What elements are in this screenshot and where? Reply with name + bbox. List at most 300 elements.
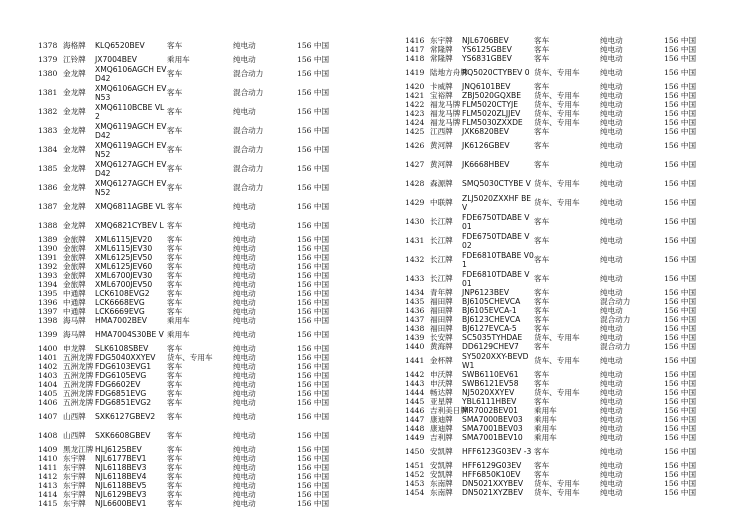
model-cell: BJ6127EVCA-5 [462, 324, 517, 333]
table-row [38, 353, 378, 362]
brand-cell: 福龙马牌 [430, 118, 461, 127]
table-row [38, 64, 378, 83]
vehicle-type-cell: 乘用车 [534, 424, 557, 433]
model-cell: YBL6111HBEV [462, 397, 517, 406]
row-number: 1452 [405, 470, 425, 479]
model-cell: HLJ6125BEV [95, 445, 142, 454]
table-row [405, 82, 745, 91]
table-row [38, 316, 378, 325]
brand-cell: 陆地方舟牌 [430, 68, 468, 77]
row-number: 1404 [38, 380, 58, 389]
power-type-cell: 纯电动 [600, 324, 623, 333]
table-row [405, 306, 745, 315]
power-type-cell: 纯电动 [600, 356, 623, 365]
brand-cell: 金龙牌 [63, 88, 86, 97]
country-cell: 156 中国 [297, 389, 330, 398]
brand-cell: 金旅牌 [63, 271, 86, 280]
brand-cell: 五洲龙牌 [63, 389, 94, 398]
brand-cell: 金龙牌 [63, 107, 86, 116]
row-number: 1451 [405, 461, 425, 470]
row-number: 1381 [38, 88, 58, 97]
power-type-cell: 纯电动 [233, 202, 256, 211]
row-number: 1423 [405, 109, 425, 118]
brand-cell: 吉利美日牌 [430, 406, 468, 415]
country-cell: 156 中国 [664, 36, 697, 45]
row-number: 1424 [405, 118, 425, 127]
power-type-cell: 纯电动 [600, 415, 623, 424]
row-number: 1387 [38, 202, 58, 211]
model-cell: BJ6105CHEVCA [462, 297, 521, 306]
vehicle-type-cell: 客车 [167, 69, 183, 78]
country-cell: 156 中国 [297, 202, 330, 211]
country-cell: 156 中国 [297, 183, 330, 192]
country-cell: 156 中国 [297, 55, 330, 64]
row-number: 1448 [405, 424, 425, 433]
table-row [405, 424, 745, 433]
vehicle-type-cell: 客车 [167, 463, 183, 472]
table-row [38, 426, 378, 445]
row-number: 1398 [38, 316, 58, 325]
power-type-cell: 纯电动 [233, 431, 256, 440]
brand-cell: 安凯牌 [430, 470, 453, 479]
table-row [405, 231, 745, 250]
brand-cell: 康迪牌 [430, 424, 453, 433]
brand-cell: 畅达牌 [430, 388, 453, 397]
country-cell: 156 中国 [297, 454, 330, 463]
brand-cell: 东宇牌 [63, 454, 86, 463]
table-row [405, 54, 745, 63]
table-row [38, 140, 378, 159]
vehicle-type-cell: 客车 [167, 107, 183, 116]
table-row [38, 454, 378, 463]
country-cell: 156 中国 [664, 179, 697, 188]
power-type-cell: 纯电动 [233, 253, 256, 262]
table-row [405, 315, 745, 324]
vehicle-type-cell: 客车 [167, 490, 183, 499]
power-type-cell: 纯电动 [600, 255, 623, 264]
model-cell: NJL6600BEV1 [95, 499, 147, 508]
table-row [405, 488, 745, 497]
brand-cell: 申龙牌 [63, 344, 86, 353]
power-type-cell: 混合动力 [233, 88, 264, 97]
table-row [405, 470, 745, 479]
brand-cell: 金旅牌 [63, 262, 86, 271]
brand-cell: 安凯牌 [430, 447, 453, 456]
model-cell: XMQ6106AGCH EVD42 [95, 64, 167, 83]
row-number: 1406 [38, 398, 58, 407]
brand-cell: 福田牌 [430, 297, 453, 306]
power-type-cell: 纯电动 [600, 217, 623, 226]
country-cell: 156 中国 [664, 236, 697, 245]
brand-cell: 金龙牌 [63, 126, 86, 135]
table-row [405, 63, 745, 82]
brand-cell: 金旅牌 [63, 235, 86, 244]
brand-cell: 常隆牌 [430, 45, 453, 54]
power-type-cell: 纯电动 [600, 100, 623, 109]
row-number: 1454 [405, 488, 425, 497]
brand-cell: 金龙牌 [63, 69, 86, 78]
model-cell: HMA7002BEV [95, 316, 147, 325]
model-cell: KLQ6520BEV [95, 41, 145, 50]
power-type-cell: 混合动力 [600, 297, 631, 306]
brand-cell: 申沃牌 [430, 370, 453, 379]
model-cell: XMQ6110BCBE VL2 [95, 102, 165, 121]
row-number: 1431 [405, 236, 425, 245]
brand-cell: 吉利牌 [430, 433, 453, 442]
brand-cell: 长安牌 [430, 333, 453, 342]
row-number: 1430 [405, 217, 425, 226]
model-cell: FDG5040XXYEV [95, 353, 156, 362]
model-cell: ZLJ5020ZXXHF BEV [462, 193, 532, 212]
table-row [38, 481, 378, 490]
vehicle-type-cell: 客车 [534, 274, 550, 283]
vehicle-type-cell: 货车、专用车 [534, 198, 580, 207]
row-number: 1402 [38, 362, 58, 371]
model-cell: SWB6110EV61 [462, 370, 519, 379]
brand-cell: 青年牌 [430, 288, 453, 297]
vehicle-type-cell: 客车 [167, 235, 183, 244]
power-type-cell: 纯电动 [233, 371, 256, 380]
country-cell: 156 中国 [297, 107, 330, 116]
model-cell: HFF6129G03EV [462, 461, 522, 470]
vehicle-type-cell: 货车、专用车 [534, 488, 580, 497]
model-cell: XML6700JEV50 [95, 280, 153, 289]
brand-cell: 康迪牌 [430, 415, 453, 424]
country-cell: 156 中国 [664, 333, 697, 342]
vehicle-type-cell: 乘用车 [534, 415, 557, 424]
table-row [38, 262, 378, 271]
power-type-cell: 纯电动 [233, 271, 256, 280]
row-number: 1444 [405, 388, 425, 397]
brand-cell: 东宇牌 [63, 481, 86, 490]
model-cell: YS6831GBEV [462, 54, 512, 63]
vehicle-type-cell: 客车 [534, 54, 550, 63]
power-type-cell: 纯电动 [233, 298, 256, 307]
model-cell: SC5035TYHDAE [462, 333, 523, 342]
model-cell: XML6115JEV30 [95, 244, 153, 253]
model-cell: FDG6602EV [95, 380, 141, 389]
model-cell: XML6115JEV20 [95, 235, 153, 244]
power-type-cell: 纯电动 [233, 244, 256, 253]
vehicle-type-cell: 客车 [534, 236, 550, 245]
model-cell: FDE6750TDABE V02 [462, 231, 530, 250]
brand-cell: 长江牌 [430, 255, 453, 264]
row-number: 1436 [405, 306, 425, 315]
vehicle-type-cell: 客车 [167, 88, 183, 97]
country-cell: 156 中国 [297, 472, 330, 481]
vehicle-type-cell: 客车 [534, 470, 550, 479]
row-number: 1411 [38, 463, 58, 472]
row-number: 1394 [38, 280, 58, 289]
country-cell: 156 中国 [297, 445, 330, 454]
brand-cell: 金杯牌 [430, 356, 453, 365]
vehicle-type-cell: 客车 [534, 288, 550, 297]
table-row [38, 216, 378, 235]
brand-cell: 金龙牌 [63, 221, 86, 230]
country-cell: 156 中国 [664, 198, 697, 207]
vehicle-type-cell: 客车 [534, 370, 550, 379]
vehicle-type-cell: 客车 [534, 461, 550, 470]
table-row [405, 100, 745, 109]
row-number: 1425 [405, 127, 425, 136]
row-number: 1417 [405, 45, 425, 54]
table-row [38, 36, 378, 55]
table-row [38, 83, 378, 102]
table-row [38, 398, 378, 407]
country-cell: 156 中国 [297, 253, 330, 262]
country-cell: 156 中国 [297, 88, 330, 97]
table-row [38, 253, 378, 262]
table-row [405, 351, 745, 370]
model-cell: FDE6810TBABE V01 [462, 250, 534, 269]
brand-cell: 常隆牌 [430, 54, 453, 63]
country-cell: 156 中国 [297, 262, 330, 271]
vehicle-type-cell: 客车 [534, 342, 550, 351]
brand-cell: 中通牌 [63, 307, 86, 316]
power-type-cell: 纯电动 [233, 307, 256, 316]
country-cell: 156 中国 [297, 353, 330, 362]
brand-cell: 东宇牌 [63, 490, 86, 499]
vehicle-type-cell: 客车 [534, 217, 550, 226]
country-cell: 156 中国 [297, 481, 330, 490]
country-cell: 156 中国 [297, 69, 330, 78]
row-number: 1382 [38, 107, 58, 116]
country-cell: 156 中国 [664, 45, 697, 54]
power-type-cell: 纯电动 [600, 274, 623, 283]
row-number: 1401 [38, 353, 58, 362]
power-type-cell: 纯电动 [600, 118, 623, 127]
power-type-cell: 纯电动 [233, 472, 256, 481]
model-cell: FDG6851EVG2 [95, 398, 152, 407]
vehicle-type-cell: 乘用车 [534, 406, 557, 415]
country-cell: 156 中国 [664, 160, 697, 169]
power-type-cell: 纯电动 [600, 198, 623, 207]
power-type-cell: 纯电动 [600, 488, 623, 497]
country-cell: 156 中国 [664, 91, 697, 100]
power-type-cell: 纯电动 [233, 445, 256, 454]
power-type-cell: 纯电动 [233, 262, 256, 271]
model-cell: XMQ6106AGCH EVN53 [95, 83, 167, 102]
table-row [38, 499, 378, 508]
table-row [405, 324, 745, 333]
brand-cell: 五洲龙牌 [63, 371, 94, 380]
row-number: 1414 [38, 490, 58, 499]
vehicle-type-cell: 客车 [167, 289, 183, 298]
vehicle-type-cell: 货车、专用车 [534, 118, 580, 127]
vehicle-type-cell: 客车 [167, 398, 183, 407]
vehicle-type-cell: 客车 [534, 45, 550, 54]
row-number: 1416 [405, 36, 425, 45]
country-cell: 156 中国 [297, 307, 330, 316]
vehicle-type-cell: 货车、专用车 [534, 91, 580, 100]
table-row [38, 178, 378, 197]
country-cell: 156 中国 [664, 118, 697, 127]
power-type-cell: 纯电动 [600, 406, 623, 415]
row-number: 1413 [38, 481, 58, 490]
brand-cell: 江西牌 [430, 127, 453, 136]
brand-cell: 东宇牌 [430, 36, 453, 45]
model-cell: XMQ6127AGCH EVD42 [95, 159, 167, 178]
table-row [405, 433, 745, 442]
row-number: 1395 [38, 289, 58, 298]
power-type-cell: 纯电动 [600, 306, 623, 315]
row-number: 1412 [38, 472, 58, 481]
power-type-cell: 混合动力 [600, 342, 631, 351]
table-row [405, 109, 745, 118]
power-type-cell: 纯电动 [600, 68, 623, 77]
country-cell: 156 中国 [297, 298, 330, 307]
country-cell: 156 中国 [664, 424, 697, 433]
power-type-cell: 纯电动 [233, 499, 256, 508]
model-cell: JK6126GBEV [462, 141, 510, 150]
country-cell: 156 中国 [664, 82, 697, 91]
vehicle-type-cell: 客车 [534, 447, 550, 456]
vehicle-type-cell: 乘用车 [167, 330, 190, 339]
vehicle-type-cell: 客车 [167, 164, 183, 173]
row-number: 1418 [405, 54, 425, 63]
vehicle-type-cell: 客车 [167, 412, 183, 421]
model-cell: NJL6118BEV5 [95, 481, 147, 490]
row-number: 1442 [405, 370, 425, 379]
row-number: 1396 [38, 298, 58, 307]
table-row [405, 461, 745, 470]
country-cell: 156 中国 [664, 342, 697, 351]
vehicle-type-cell: 客车 [167, 454, 183, 463]
vehicle-type-cell: 货车、专用车 [534, 100, 580, 109]
model-cell: FLM5030ZXXDE [462, 118, 523, 127]
country-cell: 156 中国 [664, 370, 697, 379]
power-type-cell: 纯电动 [600, 127, 623, 136]
country-cell: 156 中国 [664, 217, 697, 226]
brand-cell: 海马牌 [63, 330, 86, 339]
brand-cell: 中联牌 [430, 198, 453, 207]
table-row [405, 193, 745, 212]
vehicle-type-cell: 客车 [167, 221, 183, 230]
power-type-cell: 纯电动 [600, 179, 623, 188]
table-row [405, 415, 745, 424]
table-row [405, 397, 745, 406]
brand-cell: 金旅牌 [63, 280, 86, 289]
brand-cell: 福田牌 [430, 315, 453, 324]
brand-cell: 金龙牌 [63, 202, 86, 211]
country-cell: 156 中国 [297, 499, 330, 508]
country-cell: 156 中国 [297, 41, 330, 50]
table-row [38, 121, 378, 140]
row-number: 1389 [38, 235, 58, 244]
vehicle-type-cell: 客车 [167, 481, 183, 490]
row-number: 1432 [405, 255, 425, 264]
country-cell: 156 中国 [664, 379, 697, 388]
model-cell: SLK6108SBEV [95, 344, 149, 353]
country-cell: 156 中国 [664, 255, 697, 264]
table-row [405, 379, 745, 388]
power-type-cell: 混合动力 [233, 145, 264, 154]
model-cell: SMA7001BEV03 [462, 424, 523, 433]
country-cell: 156 中国 [664, 356, 697, 365]
row-number: 1446 [405, 406, 425, 415]
brand-cell: 五洲龙牌 [63, 398, 94, 407]
row-number: 1386 [38, 183, 58, 192]
brand-cell: 海马牌 [63, 316, 86, 325]
row-number: 1409 [38, 445, 58, 454]
vehicle-type-cell: 货车、专用车 [534, 68, 580, 77]
row-number: 1441 [405, 356, 425, 365]
vehicle-type-cell: 客车 [534, 315, 550, 324]
brand-cell: 山西牌 [63, 431, 86, 440]
row-number: 1379 [38, 55, 58, 64]
power-type-cell: 纯电动 [233, 353, 256, 362]
model-cell: XML6125JEV60 [95, 262, 153, 271]
model-cell: DN5021XYZBEV [462, 488, 524, 497]
row-number: 1437 [405, 315, 425, 324]
brand-cell: 森源牌 [430, 179, 453, 188]
table-row [405, 269, 745, 288]
power-type-cell: 纯电动 [600, 461, 623, 470]
model-cell: JX7004BEV [95, 55, 137, 64]
row-number: 1390 [38, 244, 58, 253]
country-cell: 156 中国 [297, 362, 330, 371]
vehicle-type-cell: 客车 [534, 255, 550, 264]
brand-cell: 东南牌 [430, 488, 453, 497]
left-column [38, 36, 378, 508]
vehicle-type-cell: 货车、专用车 [534, 333, 580, 342]
brand-cell: 亚星牌 [430, 397, 453, 406]
country-cell: 156 中国 [664, 447, 697, 456]
power-type-cell: 纯电动 [600, 45, 623, 54]
table-row [38, 325, 378, 344]
power-type-cell: 纯电动 [233, 463, 256, 472]
vehicle-type-cell: 客车 [167, 445, 183, 454]
country-cell: 156 中国 [664, 415, 697, 424]
power-type-cell: 纯电动 [600, 388, 623, 397]
power-type-cell: 纯电动 [233, 454, 256, 463]
country-cell: 156 中国 [664, 488, 697, 497]
row-number: 1380 [38, 69, 58, 78]
power-type-cell: 纯电动 [233, 389, 256, 398]
model-cell: JNP6123BEV [462, 288, 510, 297]
country-cell: 156 中国 [297, 271, 330, 280]
power-type-cell: 纯电动 [233, 107, 256, 116]
brand-cell: 江铃牌 [63, 55, 86, 64]
country-cell: 156 中国 [297, 280, 330, 289]
power-type-cell: 混合动力 [233, 126, 264, 135]
power-type-cell: 纯电动 [600, 424, 623, 433]
model-cell: SMA7001BEV10 [462, 433, 523, 442]
model-cell: BJ6123CHEVCA [462, 315, 521, 324]
model-cell: FDG6105EVG [95, 371, 147, 380]
country-cell: 156 中国 [297, 289, 330, 298]
model-cell: HFF6123G03EV -3 [462, 447, 532, 456]
table-row [38, 235, 378, 244]
model-cell: SWB6121EV58 [462, 379, 519, 388]
brand-cell: 金旅牌 [63, 244, 86, 253]
table-row [38, 271, 378, 280]
vehicle-type-cell: 客车 [167, 202, 183, 211]
model-cell: SXK6127GBEV2 [95, 412, 156, 421]
brand-cell: 金龙牌 [63, 164, 86, 173]
right-column [405, 36, 745, 497]
country-cell: 156 中国 [297, 398, 330, 407]
power-type-cell: 混合动力 [233, 183, 264, 192]
vehicle-type-cell: 货车、专用车 [534, 479, 580, 488]
brand-cell: 福田牌 [430, 324, 453, 333]
table-row [405, 288, 745, 297]
model-cell: XMQ6811AGBE VL [95, 202, 165, 211]
brand-cell: 长江牌 [430, 236, 453, 245]
brand-cell: 福龙马牌 [430, 100, 461, 109]
table-row [405, 479, 745, 488]
vehicle-type-cell: 客车 [167, 472, 183, 481]
